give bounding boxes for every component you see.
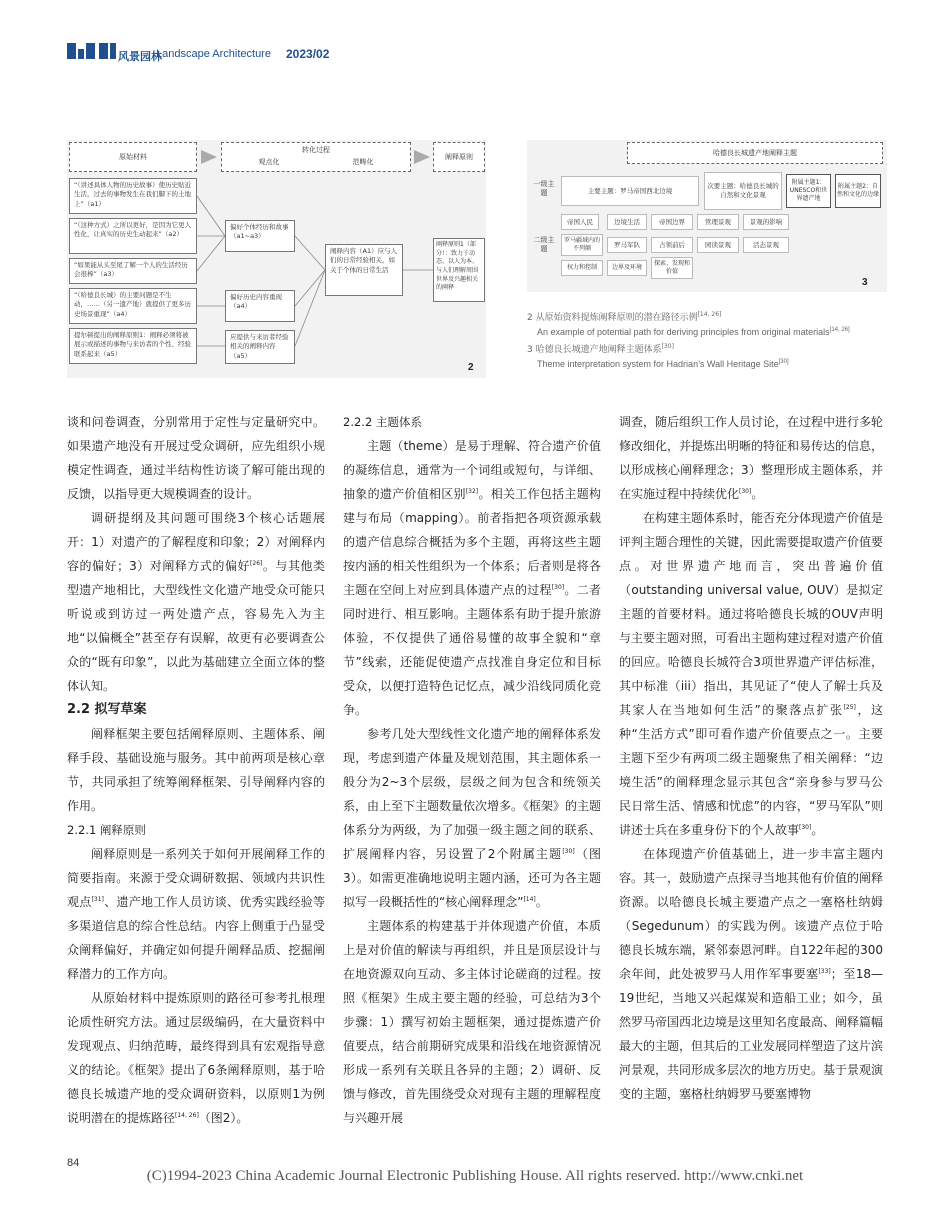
page-number: 84 — [67, 1157, 80, 1169]
section-heading-2-2: 2.2 拟写草案 — [67, 702, 147, 717]
fig3-subtheme: 占领前后 — [651, 237, 693, 253]
issue-date: 2023/02 — [286, 47, 330, 61]
paragraph: 主题（theme）是易于理解、符合遗产价值的凝练信息，通常为一个词组或短句，与详细、抽象的遗产价值相区别[32]。相关工作包括主题构建与布局（mapping）。前者指把各项资源承载的遗产信息综合概括为多个主题，再将这些主题按内涵的相关性组织为一个体系；后者则是将各主题在空间上对应到具体遗产点的过程[30]。二者同时进行、相互影响。主题体系有助于提升旅游体验，不仅提供了通俗易懂的故事全貌和“章节”线索，还能促使遗产点找准自身定位和目标受众，以便打造特色记忆点，减少沿线同质化竞争。 — [343, 439, 601, 717]
fig3-subtheme: 管理景观 — [697, 214, 739, 230]
fig2-quote-a4: “（哈德良长城）的主要问题是不生动，……（另一遗产地）就提供了更多历史场景重现”（a4） — [69, 288, 197, 324]
paragraph: 在构建主题体系时，能否充分体现遗产价值是评判主题合理性的关键，因此需要提取遗产价值要点。对世界遗产地而言，突出普遍价值（outstanding universal value, OUV）是拟定主题的首要材料。通过将哈德良长城的OUV声明与主要主题对照，可看出主题构建过程对遗产价值的回应。哈德良长城符合3项世界遗产评估标准，其中标准（iii）指出，其见证了“使人了解士兵及其家人在当地如何生活”的聚落点扩张[25]，这种“生活方式”即可看作遗产价值要点之一。主要主题下至少有两项二级主题聚焦了相关阐释：“边境生活”的阐释理念显示其包含“亲身参与罗马公民日常生活、情感和忧虑”的内容，“罗马军队”则讲述士兵在多重身份下的个人故事[30]。 — [619, 511, 884, 837]
fig3-subtheme: 景观的影响 — [743, 214, 789, 230]
fig3-subtheme: 帝国边界 — [651, 214, 693, 230]
fig2-raw-title: 原始材料 — [69, 142, 197, 172]
figure-3-number: 3 — [862, 277, 868, 288]
fig3-subtheme: 边境生活 — [607, 214, 647, 230]
fig2-quote-a5: 提尔顿提出的阐释原则1：阐释必须将被展示或描述的事物与来访者的个性、经验联系起来（a5） — [69, 328, 197, 364]
caption-fig3-en: Theme interpretation system for Hadrian’s Wall Heritage Site[30] — [537, 359, 789, 369]
fig2-view2: 偏好历史内容重现（a4） — [225, 290, 295, 322]
paragraph: 参考几处大型线性文化遗产地的阐释体系发现，考虑到遗产体量及规划范围，其主题体系一般分为2~3个层级，层级之间为包含和统领关系，由上至下主题数量依次增多。《框架》的主题体系分为两级，为了加强一级主题之间的联系、扩展阐释内容，另设置了2个附属主题[30]（图3）。如需更准确地说明主题内涵，还可为各主题拟写一段概括性的“核心阐释理念”[14]。 — [343, 727, 602, 909]
journal-name-cn: 风景园林 — [118, 50, 162, 63]
figure-2-flowchart — [67, 140, 486, 378]
fig3-main-theme-1: 主要主题：罗马帝国西北边境 — [561, 176, 699, 206]
fig2-step1: 观点化 — [258, 158, 280, 166]
paragraph: 阐释原则是一系列关于如何开展阐释工作的简要指南。来源于受众调研数据、领域内共识性观点[31]、遗产地工作人员访谈、优秀实践经验等多渠道信息的综合性总结。内容上侧重于凸显受众阐释偏好，并确定如何提升阐释品质、挖掘阐释潜力的工作方向。 — [67, 847, 325, 981]
fig3-title: 哈德良长城遗产地阐释主题 — [627, 142, 883, 164]
fig2-quote-a3: “如果能从头至尾了解一个人的生活经历会很棒”（a3） — [69, 258, 197, 284]
fig3-subtheme: 园读景观 — [697, 237, 739, 253]
fig3-subtheme: 罗马军队 — [607, 237, 647, 253]
fig3-subtheme: 权力和控制 — [561, 260, 603, 276]
fig2-step2: 范畴化 — [352, 158, 374, 166]
paragraph: 调查，随后组织工作人员讨论，在过程中进行多轮修改细化，并提炼出明晰的特征和易传达的信息，以形成核心阐释理念；3）整理形成主题体系，并在实施过程中持续优化[30]。 — [619, 415, 884, 501]
fig3-subtheme: 帝国人民 — [561, 214, 599, 230]
text-column-1 — [67, 410, 325, 1130]
fig3-subtheme: 罗马疆域内的不列颠 — [561, 234, 603, 256]
journal-name-en: Landscape Architecture — [156, 48, 271, 60]
caption-fig2-cn: 2 从原始资料提炼阐释原则的潜在路径示例[14, 26] — [527, 311, 722, 323]
caption-fig2-en: An example of potential path for deriving principles from original materials[14, 26] — [537, 327, 850, 337]
paragraph: 在体现遗产价值基础上，进一步丰富主题内容。其一，鼓励遗产点探寻当地其他有价值的阐释资源。以哈德良长城主要遗产点之一塞格杜纳姆（Segedunum）的实践为例。该遗产点位于哈德良长城东端，紧邻泰恩河畔。自122年起的300余年间，此处被罗马人用作军事要塞[33]；至18—19世纪，当地又兴起煤炭和造船工业；如今，虽然罗马帝国西北边境是这里知名度最高、阐释篇幅最大的主题，但其后的工业发展同样塑造了这片滨河景观，共同形成多层次的地方历史。基于景观演变的主题，塞格杜纳姆罗马要塞博物 — [619, 847, 884, 1101]
fig2-view1: 偏好个体经历和故事（a1~a3） — [225, 220, 295, 252]
fig3-subtheme: 边界及环境 — [607, 260, 647, 276]
fig2-principle-title: 阐释原则 — [433, 142, 485, 172]
fig2-process-title: 转化过程 — [302, 146, 330, 154]
fig3-subtheme: 探索、发现和价值 — [651, 257, 693, 279]
fig2-view3: 应提供与来访者经验相关的阐释内容（a5） — [225, 330, 295, 364]
paragraph: 主题体系的构建基于并体现遗产价值，本质上是对价值的解读与再组织，并且是顶层设计与在地资源双向互动、多主体讨论磋商的过程。按照《框架》生成主要主题的经验，可总结为3个步骤：1）撰写初始主题框架，通过提炼遗产价值要点，结合前期研究成果和沿线在地资源情况形成一系列有关联且各异的主题；2）调研、反馈与修改，首先围绕受众对现有主题的理解程度与兴趣开展 — [343, 919, 601, 1125]
fig3-attached-theme-2: 附属主题2：自然和文化的边缘 — [835, 174, 881, 208]
figure-2-number: 2 — [468, 362, 474, 373]
journal-logo — [67, 43, 116, 59]
copyright-notice: (C)1994-2023 China Academic Journal Electronic Publishing House. All rights reserved. http://www.cnki.net — [146, 1168, 804, 1184]
paragraph: 阐释框架主要包括阐释原则、主题体系、阐释手段、基础设施与服务。其中前两项是核心章节，共同承担了统筹阐释框架、引导阐释内容的作用。 — [67, 727, 325, 813]
text-column-2 — [343, 410, 601, 1130]
fig3-subtheme: 活态景观 — [743, 237, 789, 253]
fig2-principle: 阐释原则1（部分）：致力于动态、以人为本、与人们理解周围世界及兴趣相关的阐释 — [433, 238, 485, 302]
paragraph: 调研提纲及其问题可围绕3个核心话题展开：1）对遗产的了解程度和印象；2）对阐释内容的偏好；3）对阐释方式的偏好[26]。与其他类型遗产地相比，大型线性文化遗产地受众可能只听说或到访过一两处遗产点，容易先入为主地“以偏概全”甚至存有误解，故更有必要调查公众的“既有印象”，以此为基础建立全面立体的整体认知。 — [67, 511, 325, 693]
paragraph: 从原始材料中提炼原则的路径可参考扎根理论质性研究方法。通过层级编码，在大量资料中发现观点、归纳范畴，最终得到具有宏观指导意义的结论。《框架》提出了6条阐释原则，基于哈德良长城遗产地的受众调研资料，以原则1为例说明潜在的提炼路径[14, 26]（图2）。 — [67, 991, 325, 1125]
paragraph: 谈和问卷调查，分别常用于定性与定量研究中。如果遗产地没有开展过受众调研，应先组织小规模定性调查，通过半结构性访谈了解可能出现的反馈，以指导更大规模调查的设计。 — [67, 415, 325, 501]
fig2-quote-a2: “（这种方式）之所以更好，是因为它更人性化，让真实的历史生动起来”（a2） — [69, 218, 197, 254]
fig2-quote-a1: “（讲述具体人物的历史故事）使历史贴近生活，过去的事物发生在我们脚下的土地上”（a1） — [69, 178, 197, 214]
subsection-heading-2-2-2: 2.2.2 主题体系 — [343, 415, 422, 429]
fig3-attached-theme-1: 附属主题1：UNESCO和世界遗产地 — [786, 174, 831, 208]
text-column-3 — [619, 410, 883, 1106]
subsection-heading-2-2-1: 2.2.1 阐释原则 — [67, 823, 146, 837]
fig2-category: 阐释内容（A1）应与人们的日常经验相关，如关于个体的日常生活 — [325, 244, 403, 296]
figure-3-theme-system — [527, 140, 887, 292]
fig3-main-theme-2: 次要主题：哈德良长城的自然和文化景观 — [704, 172, 782, 210]
fig3-level1-label: 一级主题 — [533, 180, 555, 198]
caption-fig3-cn: 3 哈德良长城遗产地阐释主题体系[30] — [527, 343, 674, 355]
fig3-level2-label: 二级主题 — [533, 236, 555, 254]
